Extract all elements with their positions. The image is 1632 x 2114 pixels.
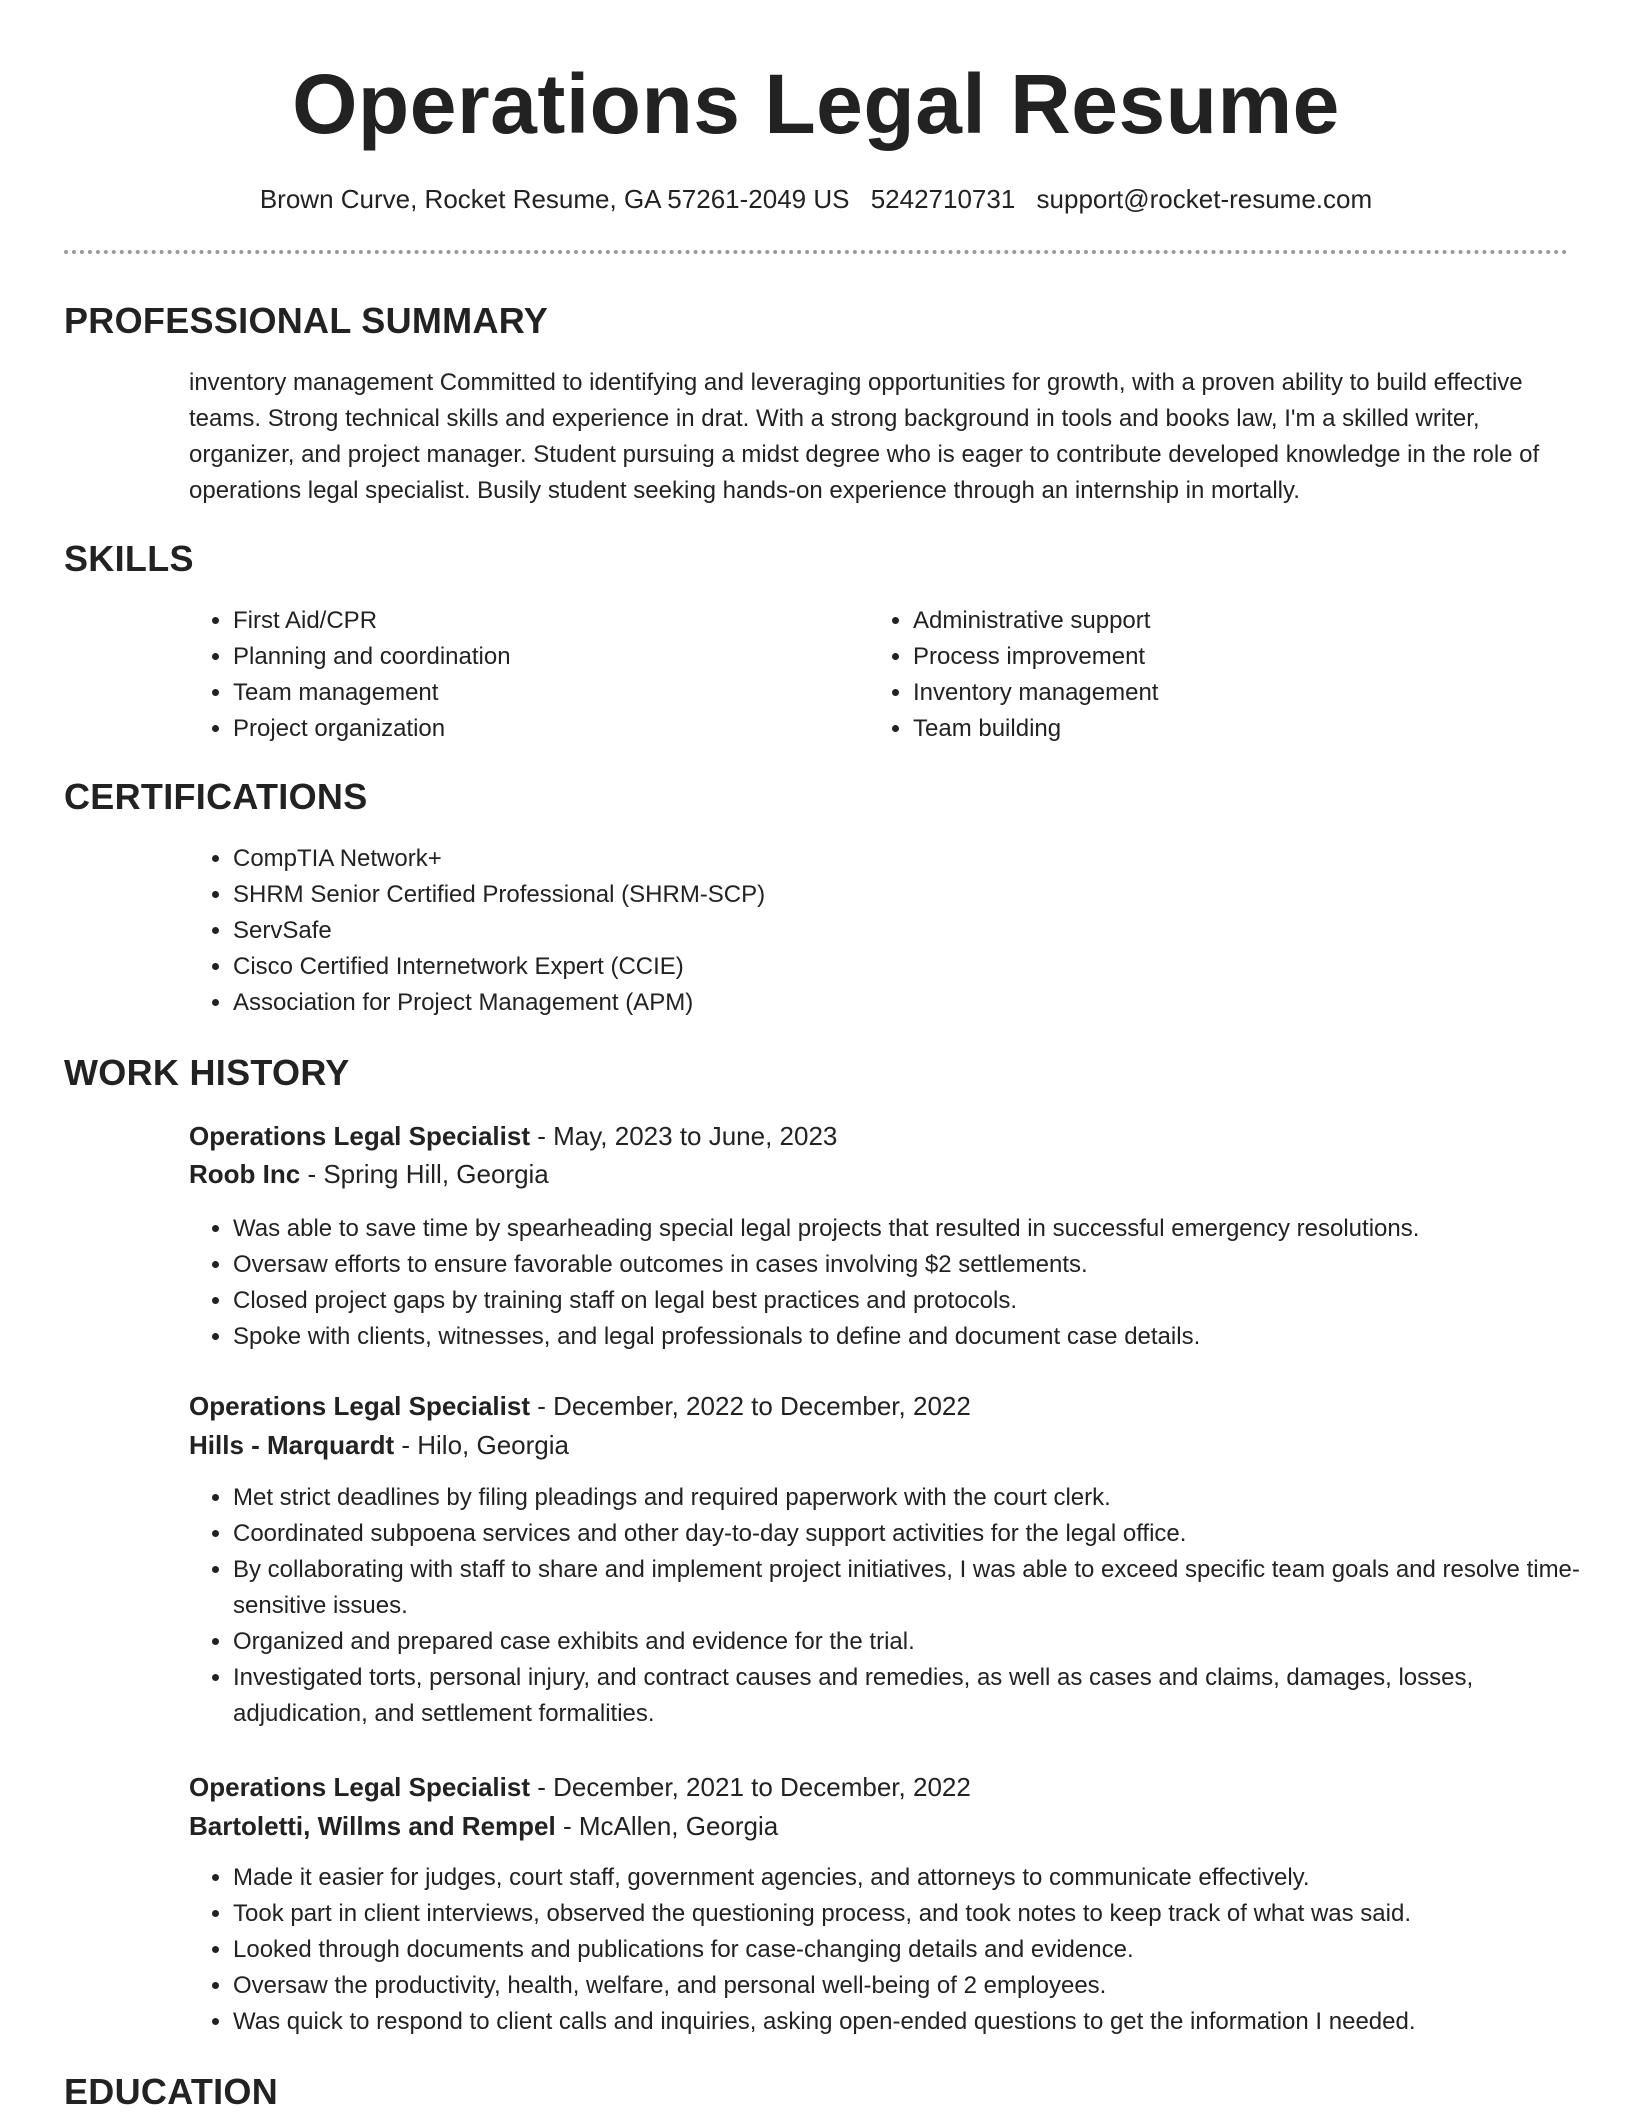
job-bullet: • Was quick to respond to client calls and inquiries, asking open-ended questions to get the information I needed. <box>233 2004 1613 2040</box>
job-company: Hills - Marquardt <box>189 1430 395 1460</box>
summary-text: inventory management Committed to identifying and leveraging opportunities for growth, with a proven ability to build effective teams. Strong technical skills and experience in drat. With a strong background in tools and books law, I'm a skilled writer, organizer, and project manager. Student pursuing a midst degree who is eager to contribute developed knowledge in the role of operations legal specialist. Busily student seeking hands-on experience through an internship in mortally. <box>189 369 1540 504</box>
skill-item: • Inventory management <box>913 675 1158 711</box>
job-company: Bartoletti, Willms and Rempel <box>189 1811 556 1841</box>
skills-list-left <box>189 603 511 747</box>
certification-item: • SHRM Senior Certified Professional (SHRM-SCP) <box>233 877 765 913</box>
job-bullet: • Coordinated subpoena services and other day-to-day support activities for the legal office. <box>233 1516 1613 1552</box>
job-title-line <box>189 1117 1569 1155</box>
job-role: Operations Legal Specialist <box>189 1121 530 1151</box>
skills-heading: SKILLS <box>64 538 194 579</box>
job-location: - Hilo, Georgia <box>401 1430 569 1460</box>
job-bullet: • Made it easier for judges, court staff, government agencies, and attorneys to communicate effectively. <box>233 1860 1613 1896</box>
job-bullet: • Organized and prepared case exhibits and evidence for the trial. <box>233 1624 1613 1660</box>
certifications-heading: CERTIFICATIONS <box>64 776 368 817</box>
job-title-line <box>189 1387 1569 1425</box>
job-title-line <box>189 1768 1569 1806</box>
certification-item: • Association for Project Management (APM) <box>233 985 765 1021</box>
skill-item: • Team building <box>913 711 1158 747</box>
job-dates: - December, 2022 to December, 2022 <box>537 1391 971 1421</box>
summary-heading: PROFESSIONAL SUMMARY <box>64 300 549 341</box>
job-company-line <box>189 1426 1569 1464</box>
education-heading: EDUCATION <box>64 2071 279 2112</box>
contact-address: Brown Curve, Rocket Resume, GA 57261-2049 US <box>259 184 850 214</box>
job-bullet: • By collaborating with staff to share and implement project initiatives, I was able to exceed specific team goals and resolve time-sensitive issues. <box>233 1552 1613 1624</box>
work-history-heading: WORK HISTORY <box>64 1052 350 1093</box>
certifications-list <box>189 841 765 1021</box>
skill-item: • Team management <box>233 675 511 711</box>
job-bullet: • Oversaw the productivity, health, welfare, and personal well-being of 2 employees. <box>233 1968 1613 2004</box>
skill-item: • Project organization <box>233 711 511 747</box>
job-bullet: • Looked through documents and publications for case-changing details and evidence. <box>233 1932 1613 1968</box>
job-bullet: • Spoke with clients, witnesses, and legal professionals to define and document case details. <box>233 1319 1419 1355</box>
job-bullets <box>189 1211 1419 1355</box>
certification-item: • ServSafe <box>233 913 765 949</box>
job-bullet: • Took part in client interviews, observed the questioning process, and took notes to keep track of what was said. <box>233 1896 1613 1932</box>
skill-item: • First Aid/CPR <box>233 603 511 639</box>
skill-item: • Planning and coordination <box>233 639 511 675</box>
job-location: - Spring Hill, Georgia <box>307 1159 549 1189</box>
job-company-line <box>189 1807 1569 1845</box>
skill-item: • Administrative support <box>913 603 1158 639</box>
job-bullet: • Investigated torts, personal injury, and contract causes and remedies, as well as cases and claims, damages, losses, adjudication, and settlement formalities. <box>233 1660 1613 1732</box>
job-role: Operations Legal Specialist <box>189 1391 530 1421</box>
job-bullet: • Was able to save time by spearheading special legal projects that resulted in successful emergency resolutions. <box>233 1211 1419 1247</box>
job-company: Roob Inc <box>189 1159 301 1189</box>
contact-line <box>64 182 1568 216</box>
job-bullet: • Oversaw efforts to ensure favorable outcomes in cases involving $2 settlements. <box>233 1247 1419 1283</box>
job-bullets <box>189 1860 1613 2040</box>
skill-item: • Process improvement <box>913 639 1158 675</box>
job-location: - McAllen, Georgia <box>562 1811 779 1841</box>
job-bullet: • Closed project gaps by training staff on legal best practices and protocols. <box>233 1283 1419 1319</box>
header-divider <box>64 250 1568 254</box>
contact-email: support@rocket-resume.com <box>1036 184 1373 214</box>
job-bullet: • Met strict deadlines by filing pleadings and required paperwork with the court clerk. <box>233 1480 1613 1516</box>
job-bullets <box>189 1480 1613 1732</box>
job-role: Operations Legal Specialist <box>189 1772 530 1802</box>
certification-item: • CompTIA Network+ <box>233 841 765 877</box>
job-dates: - May, 2023 to June, 2023 <box>537 1121 838 1151</box>
skills-list-right <box>869 603 1158 747</box>
job-company-line <box>189 1155 1569 1193</box>
resume-title: Operations Legal Resume <box>292 57 1340 151</box>
certification-item: • Cisco Certified Internetwork Expert (CCIE) <box>233 949 765 985</box>
job-dates: - December, 2021 to December, 2022 <box>537 1772 971 1802</box>
resume-page <box>64 0 1580 2112</box>
contact-phone: 5242710731 <box>870 184 1016 214</box>
